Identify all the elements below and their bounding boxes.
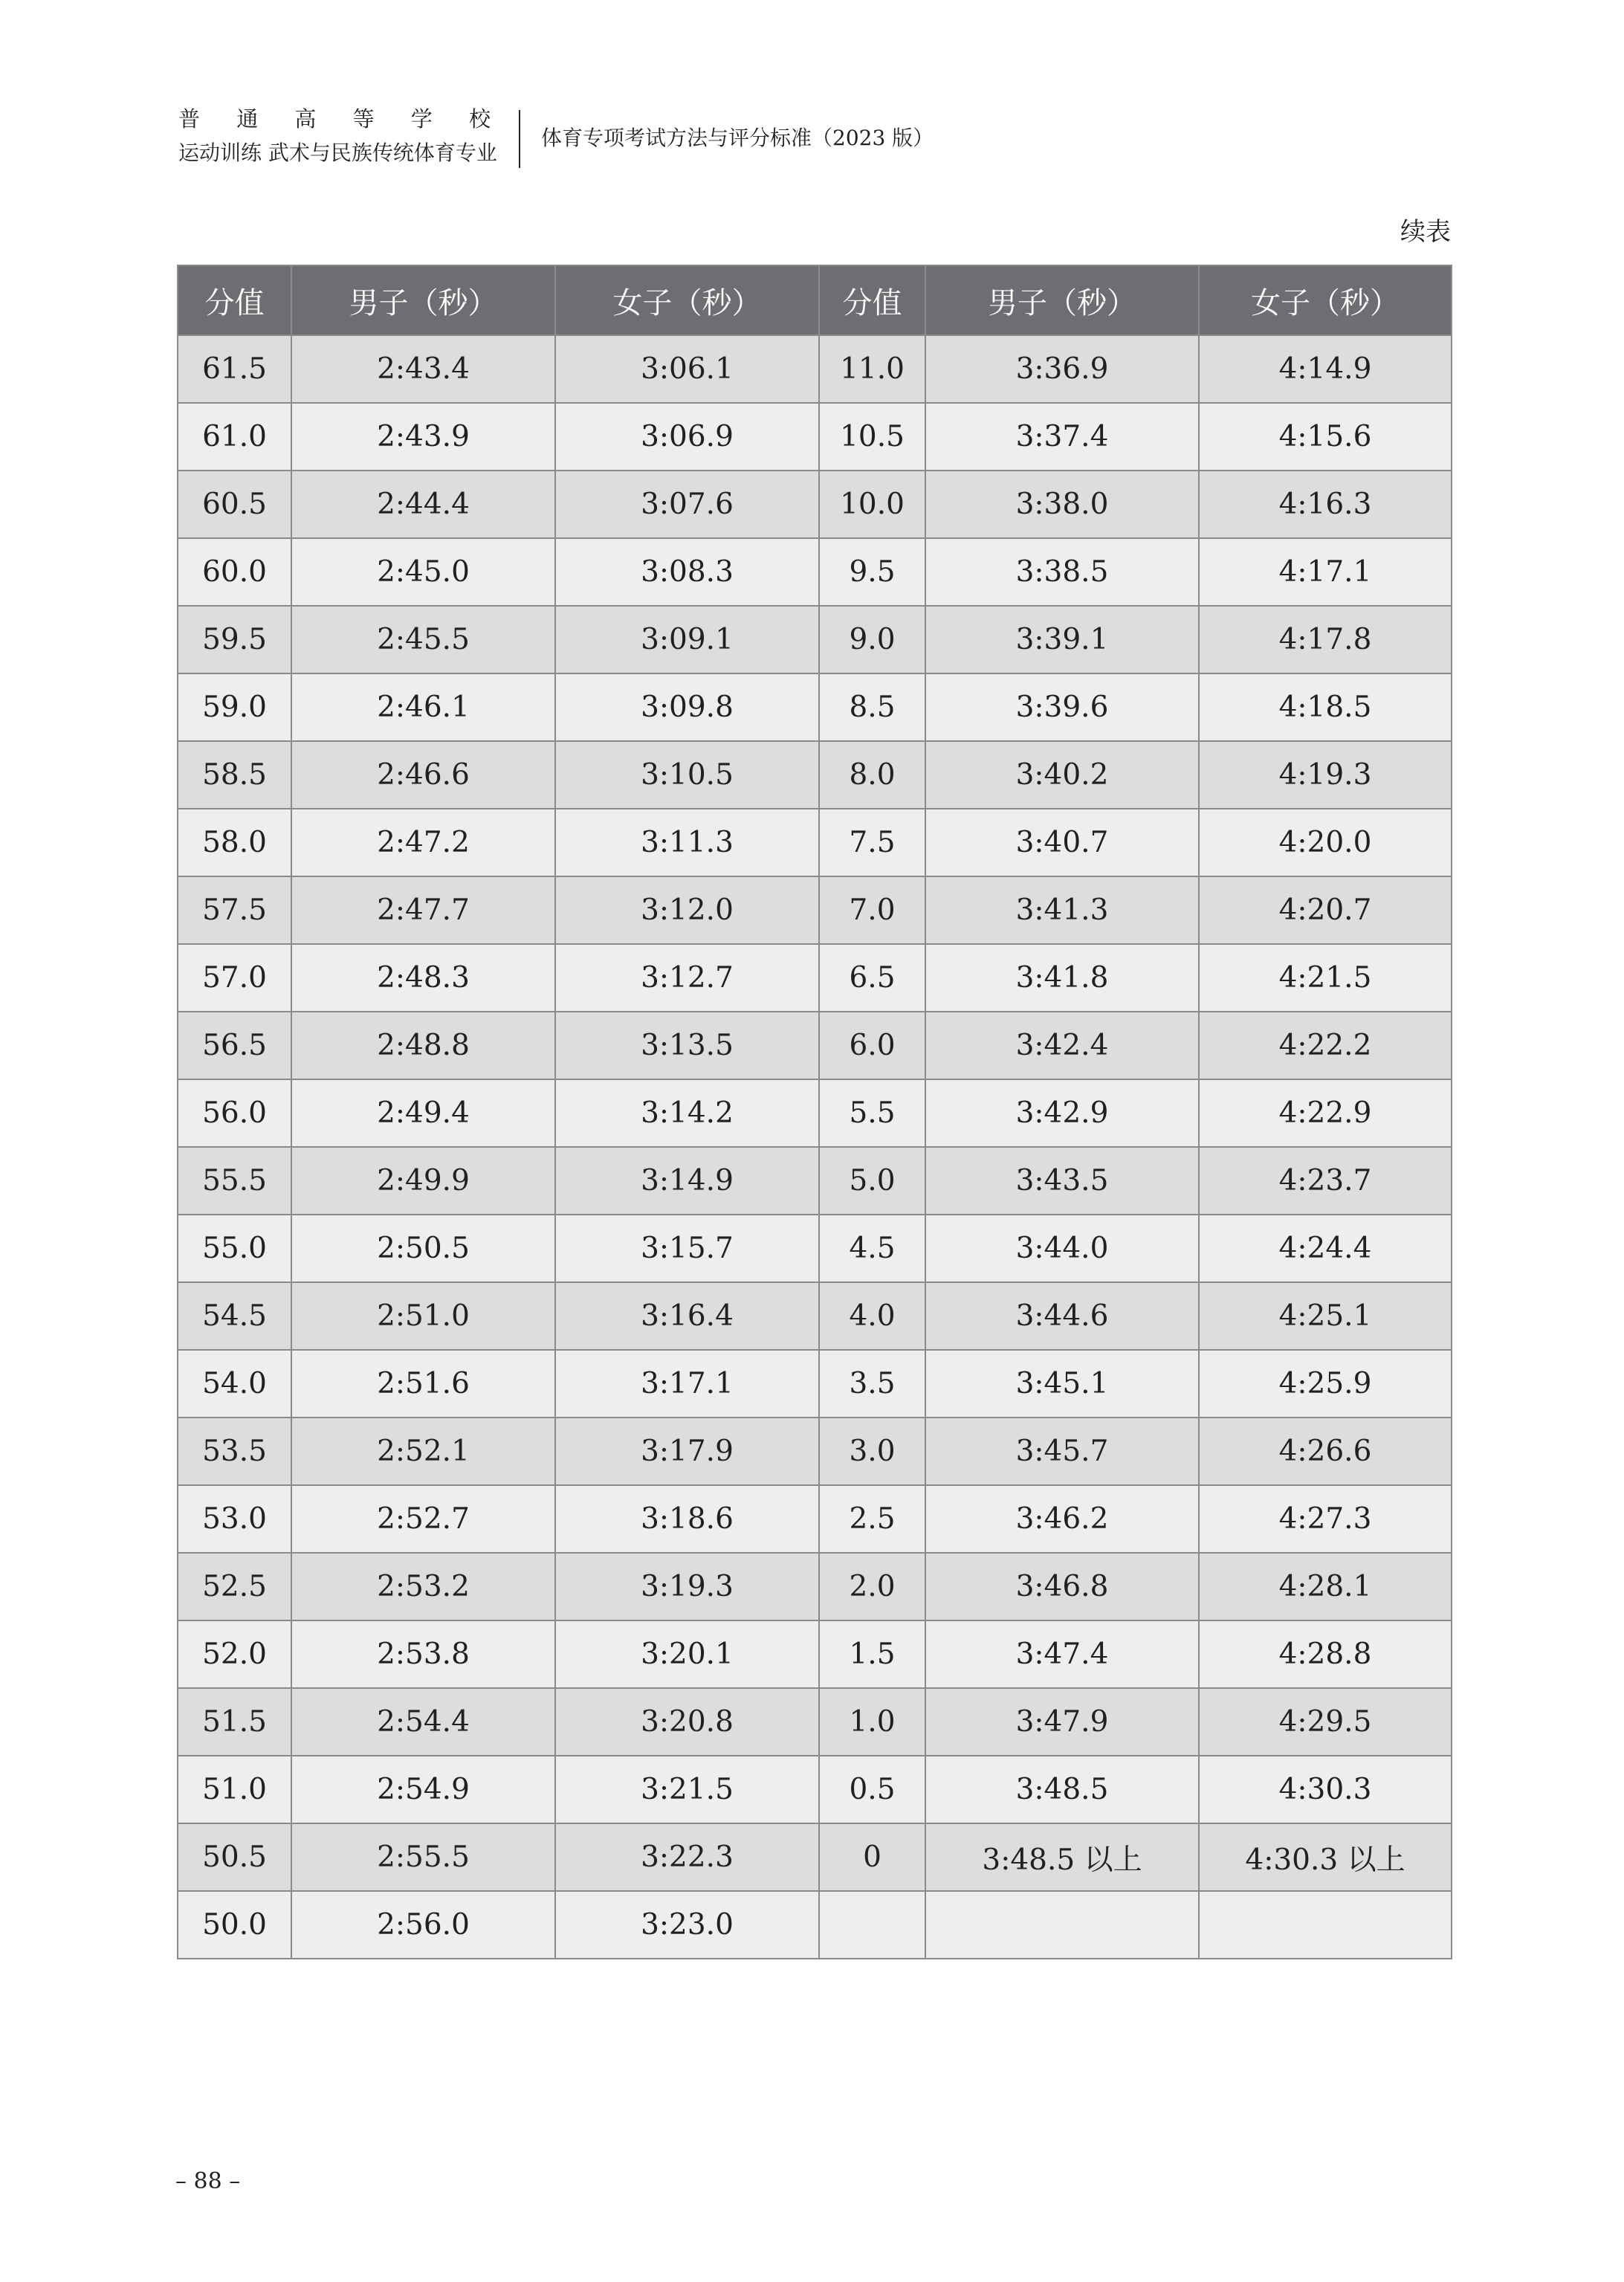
women-time-cell: 4:28.1 <box>1199 1553 1452 1620</box>
score-cell: 8.5 <box>819 673 925 741</box>
men-time-cell: 2:43.4 <box>291 335 555 403</box>
men-time-cell: 2:46.6 <box>291 741 555 809</box>
men-time-cell: 3:44.0 <box>925 1215 1199 1282</box>
women-time-cell: 4:30.3 以上 <box>1199 1823 1452 1891</box>
score-cell: 56.0 <box>178 1079 291 1147</box>
men-time-cell: 2:53.8 <box>291 1620 555 1688</box>
women-time-cell: 4:16.3 <box>1199 471 1452 538</box>
men-time-cell: 2:47.7 <box>291 876 555 944</box>
running-header-left <box>178 104 497 168</box>
score-cell: 56.5 <box>178 1012 291 1079</box>
score-cell: 58.0 <box>178 809 291 876</box>
men-time-cell: 2:52.7 <box>291 1485 555 1553</box>
men-time-cell: 2:51.0 <box>291 1282 555 1350</box>
men-time-cell: 3:47.9 <box>925 1688 1199 1756</box>
women-time-cell: 4:28.8 <box>1199 1620 1452 1688</box>
men-time-cell: 3:40.7 <box>925 809 1199 876</box>
score-cell: 2.0 <box>819 1553 925 1620</box>
table-row <box>178 403 1452 471</box>
score-cell: 2.5 <box>819 1485 925 1553</box>
table-row <box>178 1620 1452 1688</box>
women-time-cell: 3:14.2 <box>555 1079 819 1147</box>
women-time-cell: 3:15.7 <box>555 1215 819 1282</box>
header-divider <box>519 110 520 168</box>
score-cell: 6.5 <box>819 944 925 1012</box>
women-time-cell <box>1199 1891 1452 1959</box>
women-time-cell: 3:06.9 <box>555 403 819 471</box>
women-time-cell: 4:19.3 <box>1199 741 1452 809</box>
table-body <box>178 335 1452 1959</box>
women-time-cell: 4:17.8 <box>1199 606 1452 673</box>
table-row <box>178 606 1452 673</box>
score-cell: 9.0 <box>819 606 925 673</box>
score-cell: 7.0 <box>819 876 925 944</box>
score-cell: 11.0 <box>819 335 925 403</box>
table-row <box>178 1350 1452 1418</box>
women-time-cell: 3:11.3 <box>555 809 819 876</box>
men-time-cell: 2:53.2 <box>291 1553 555 1620</box>
score-cell: 58.5 <box>178 741 291 809</box>
score-cell: 1.0 <box>819 1688 925 1756</box>
score-cell: 4.5 <box>819 1215 925 1282</box>
table-row <box>178 1688 1452 1756</box>
women-time-cell: 3:19.3 <box>555 1553 819 1620</box>
table-row <box>178 538 1452 606</box>
men-time-cell: 2:50.5 <box>291 1215 555 1282</box>
men-time-cell: 2:49.4 <box>291 1079 555 1147</box>
continued-label: 续表 <box>1400 217 1451 247</box>
score-cell: 10.0 <box>819 471 925 538</box>
score-cell: 7.5 <box>819 809 925 876</box>
header-cell-men: 男子（秒） <box>925 265 1199 335</box>
table-row <box>178 1891 1452 1959</box>
women-time-cell: 3:13.5 <box>555 1012 819 1079</box>
score-cell: 3.5 <box>819 1350 925 1418</box>
men-time-cell: 3:48.5 <box>925 1756 1199 1823</box>
score-cell: 0.5 <box>819 1756 925 1823</box>
women-time-cell: 4:27.3 <box>1199 1485 1452 1553</box>
score-cell: 52.5 <box>178 1553 291 1620</box>
men-time-cell: 3:48.5 以上 <box>925 1823 1199 1891</box>
score-cell: 1.5 <box>819 1620 925 1688</box>
score-cell: 53.5 <box>178 1418 291 1485</box>
table-row <box>178 1418 1452 1485</box>
header-cell-women: 女子（秒） <box>555 265 819 335</box>
men-time-cell: 3:38.0 <box>925 471 1199 538</box>
score-cell: 60.5 <box>178 471 291 538</box>
men-time-cell: 3:36.9 <box>925 335 1199 403</box>
women-time-cell: 4:26.6 <box>1199 1418 1452 1485</box>
women-time-cell: 3:09.1 <box>555 606 819 673</box>
women-time-cell: 4:24.4 <box>1199 1215 1452 1282</box>
score-cell: 54.0 <box>178 1350 291 1418</box>
men-time-cell: 3:45.1 <box>925 1350 1199 1418</box>
men-time-cell: 3:39.1 <box>925 606 1199 673</box>
table-row <box>178 1485 1452 1553</box>
table-header-row <box>178 265 1452 335</box>
score-cell: 61.5 <box>178 335 291 403</box>
women-time-cell: 3:17.9 <box>555 1418 819 1485</box>
table-row <box>178 1823 1452 1891</box>
score-cell: 54.5 <box>178 1282 291 1350</box>
table-row <box>178 1215 1452 1282</box>
score-cell: 0 <box>819 1823 925 1891</box>
table-row <box>178 876 1452 944</box>
table-row <box>178 1147 1452 1215</box>
men-time-cell: 3:46.2 <box>925 1485 1199 1553</box>
table-row <box>178 809 1452 876</box>
school-type-char: 学 <box>410 106 433 132</box>
table-row <box>178 1756 1452 1823</box>
women-time-cell: 4:29.5 <box>1199 1688 1452 1756</box>
school-type-char: 校 <box>468 106 491 132</box>
score-cell: 61.0 <box>178 403 291 471</box>
score-cell: 50.0 <box>178 1891 291 1959</box>
men-time-cell: 2:44.4 <box>291 471 555 538</box>
men-time-cell: 3:39.6 <box>925 673 1199 741</box>
women-time-cell: 3:20.8 <box>555 1688 819 1756</box>
women-time-cell: 4:25.9 <box>1199 1350 1452 1418</box>
men-time-cell: 3:46.8 <box>925 1553 1199 1620</box>
women-time-cell: 4:25.1 <box>1199 1282 1452 1350</box>
score-cell: 50.5 <box>178 1823 291 1891</box>
men-time-cell: 3:47.4 <box>925 1620 1199 1688</box>
men-time-cell: 3:42.9 <box>925 1079 1199 1147</box>
men-time-cell: 2:52.1 <box>291 1418 555 1485</box>
women-time-cell: 3:12.7 <box>555 944 819 1012</box>
men-time-cell: 3:38.5 <box>925 538 1199 606</box>
school-type-char: 通 <box>236 106 259 132</box>
score-cell: 52.0 <box>178 1620 291 1688</box>
men-time-cell: 3:40.2 <box>925 741 1199 809</box>
women-time-cell: 3:10.5 <box>555 741 819 809</box>
score-cell: 51.0 <box>178 1756 291 1823</box>
major-heading: 运动训练 武术与民族传统体育专业 <box>178 140 497 165</box>
men-time-cell: 3:37.4 <box>925 403 1199 471</box>
women-time-cell: 3:23.0 <box>555 1891 819 1959</box>
score-cell: 59.0 <box>178 673 291 741</box>
header-cell-women: 女子（秒） <box>1199 265 1452 335</box>
women-time-cell: 4:30.3 <box>1199 1756 1452 1823</box>
men-time-cell: 3:41.3 <box>925 876 1199 944</box>
men-time-cell: 3:41.8 <box>925 944 1199 1012</box>
score-cell: 55.0 <box>178 1215 291 1282</box>
men-time-cell: 3:42.4 <box>925 1012 1199 1079</box>
women-time-cell: 3:22.3 <box>555 1823 819 1891</box>
men-time-cell: 2:48.8 <box>291 1012 555 1079</box>
table-row <box>178 741 1452 809</box>
women-time-cell: 4:22.9 <box>1199 1079 1452 1147</box>
table-row <box>178 944 1452 1012</box>
score-table <box>177 265 1452 1959</box>
score-cell: 57.5 <box>178 876 291 944</box>
men-time-cell: 3:43.5 <box>925 1147 1199 1215</box>
table-row <box>178 1079 1452 1147</box>
table-row <box>178 471 1452 538</box>
women-time-cell: 3:08.3 <box>555 538 819 606</box>
table-row <box>178 673 1452 741</box>
school-type-char: 高 <box>294 106 317 132</box>
men-time-cell: 3:45.7 <box>925 1418 1199 1485</box>
women-time-cell: 4:15.6 <box>1199 403 1452 471</box>
page-number: – 88 – <box>175 2168 241 2194</box>
table-row <box>178 1012 1452 1079</box>
school-type-heading <box>178 104 491 134</box>
women-time-cell: 3:07.6 <box>555 471 819 538</box>
score-cell: 9.5 <box>819 538 925 606</box>
women-time-cell: 4:21.5 <box>1199 944 1452 1012</box>
score-cell: 57.0 <box>178 944 291 1012</box>
men-time-cell: 2:51.6 <box>291 1350 555 1418</box>
men-time-cell: 2:56.0 <box>291 1891 555 1959</box>
women-time-cell: 3:21.5 <box>555 1756 819 1823</box>
men-time-cell <box>925 1891 1199 1959</box>
header-cell-men: 男子（秒） <box>291 265 555 335</box>
women-time-cell: 4:22.2 <box>1199 1012 1452 1079</box>
men-time-cell: 2:54.9 <box>291 1756 555 1823</box>
women-time-cell: 4:23.7 <box>1199 1147 1452 1215</box>
women-time-cell: 3:18.6 <box>555 1485 819 1553</box>
school-type-char: 普 <box>178 106 201 132</box>
women-time-cell: 4:18.5 <box>1199 673 1452 741</box>
men-time-cell: 2:45.0 <box>291 538 555 606</box>
table-row <box>178 335 1452 403</box>
women-time-cell: 3:20.1 <box>555 1620 819 1688</box>
book-title: 体育专项考试方法与评分标准（2023 版） <box>541 126 934 150</box>
men-time-cell: 2:55.5 <box>291 1823 555 1891</box>
women-time-cell: 4:14.9 <box>1199 335 1452 403</box>
women-time-cell: 3:06.1 <box>555 335 819 403</box>
women-time-cell: 3:09.8 <box>555 673 819 741</box>
school-type-char: 等 <box>352 106 375 132</box>
men-time-cell: 2:47.2 <box>291 809 555 876</box>
score-cell: 5.0 <box>819 1147 925 1215</box>
men-time-cell: 2:49.9 <box>291 1147 555 1215</box>
score-cell: 60.0 <box>178 538 291 606</box>
women-time-cell: 3:14.9 <box>555 1147 819 1215</box>
women-time-cell: 4:20.7 <box>1199 876 1452 944</box>
men-time-cell: 2:48.3 <box>291 944 555 1012</box>
score-cell: 53.0 <box>178 1485 291 1553</box>
women-time-cell: 4:20.0 <box>1199 809 1452 876</box>
women-time-cell: 3:17.1 <box>555 1350 819 1418</box>
score-cell: 55.5 <box>178 1147 291 1215</box>
score-cell: 4.0 <box>819 1282 925 1350</box>
score-cell: 6.0 <box>819 1012 925 1079</box>
header-cell-score: 分值 <box>819 265 925 335</box>
header-cell-score: 分值 <box>178 265 291 335</box>
score-cell: 51.5 <box>178 1688 291 1756</box>
table-row <box>178 1282 1452 1350</box>
table-row <box>178 1553 1452 1620</box>
men-time-cell: 2:46.1 <box>291 673 555 741</box>
men-time-cell: 3:44.6 <box>925 1282 1199 1350</box>
men-time-cell: 2:54.4 <box>291 1688 555 1756</box>
score-cell: 8.0 <box>819 741 925 809</box>
score-cell: 10.5 <box>819 403 925 471</box>
score-cell <box>819 1891 925 1959</box>
men-time-cell: 2:45.5 <box>291 606 555 673</box>
women-time-cell: 3:16.4 <box>555 1282 819 1350</box>
score-cell: 59.5 <box>178 606 291 673</box>
men-time-cell: 2:43.9 <box>291 403 555 471</box>
women-time-cell: 4:17.1 <box>1199 538 1452 606</box>
score-cell: 5.5 <box>819 1079 925 1147</box>
score-cell: 3.0 <box>819 1418 925 1485</box>
women-time-cell: 3:12.0 <box>555 876 819 944</box>
